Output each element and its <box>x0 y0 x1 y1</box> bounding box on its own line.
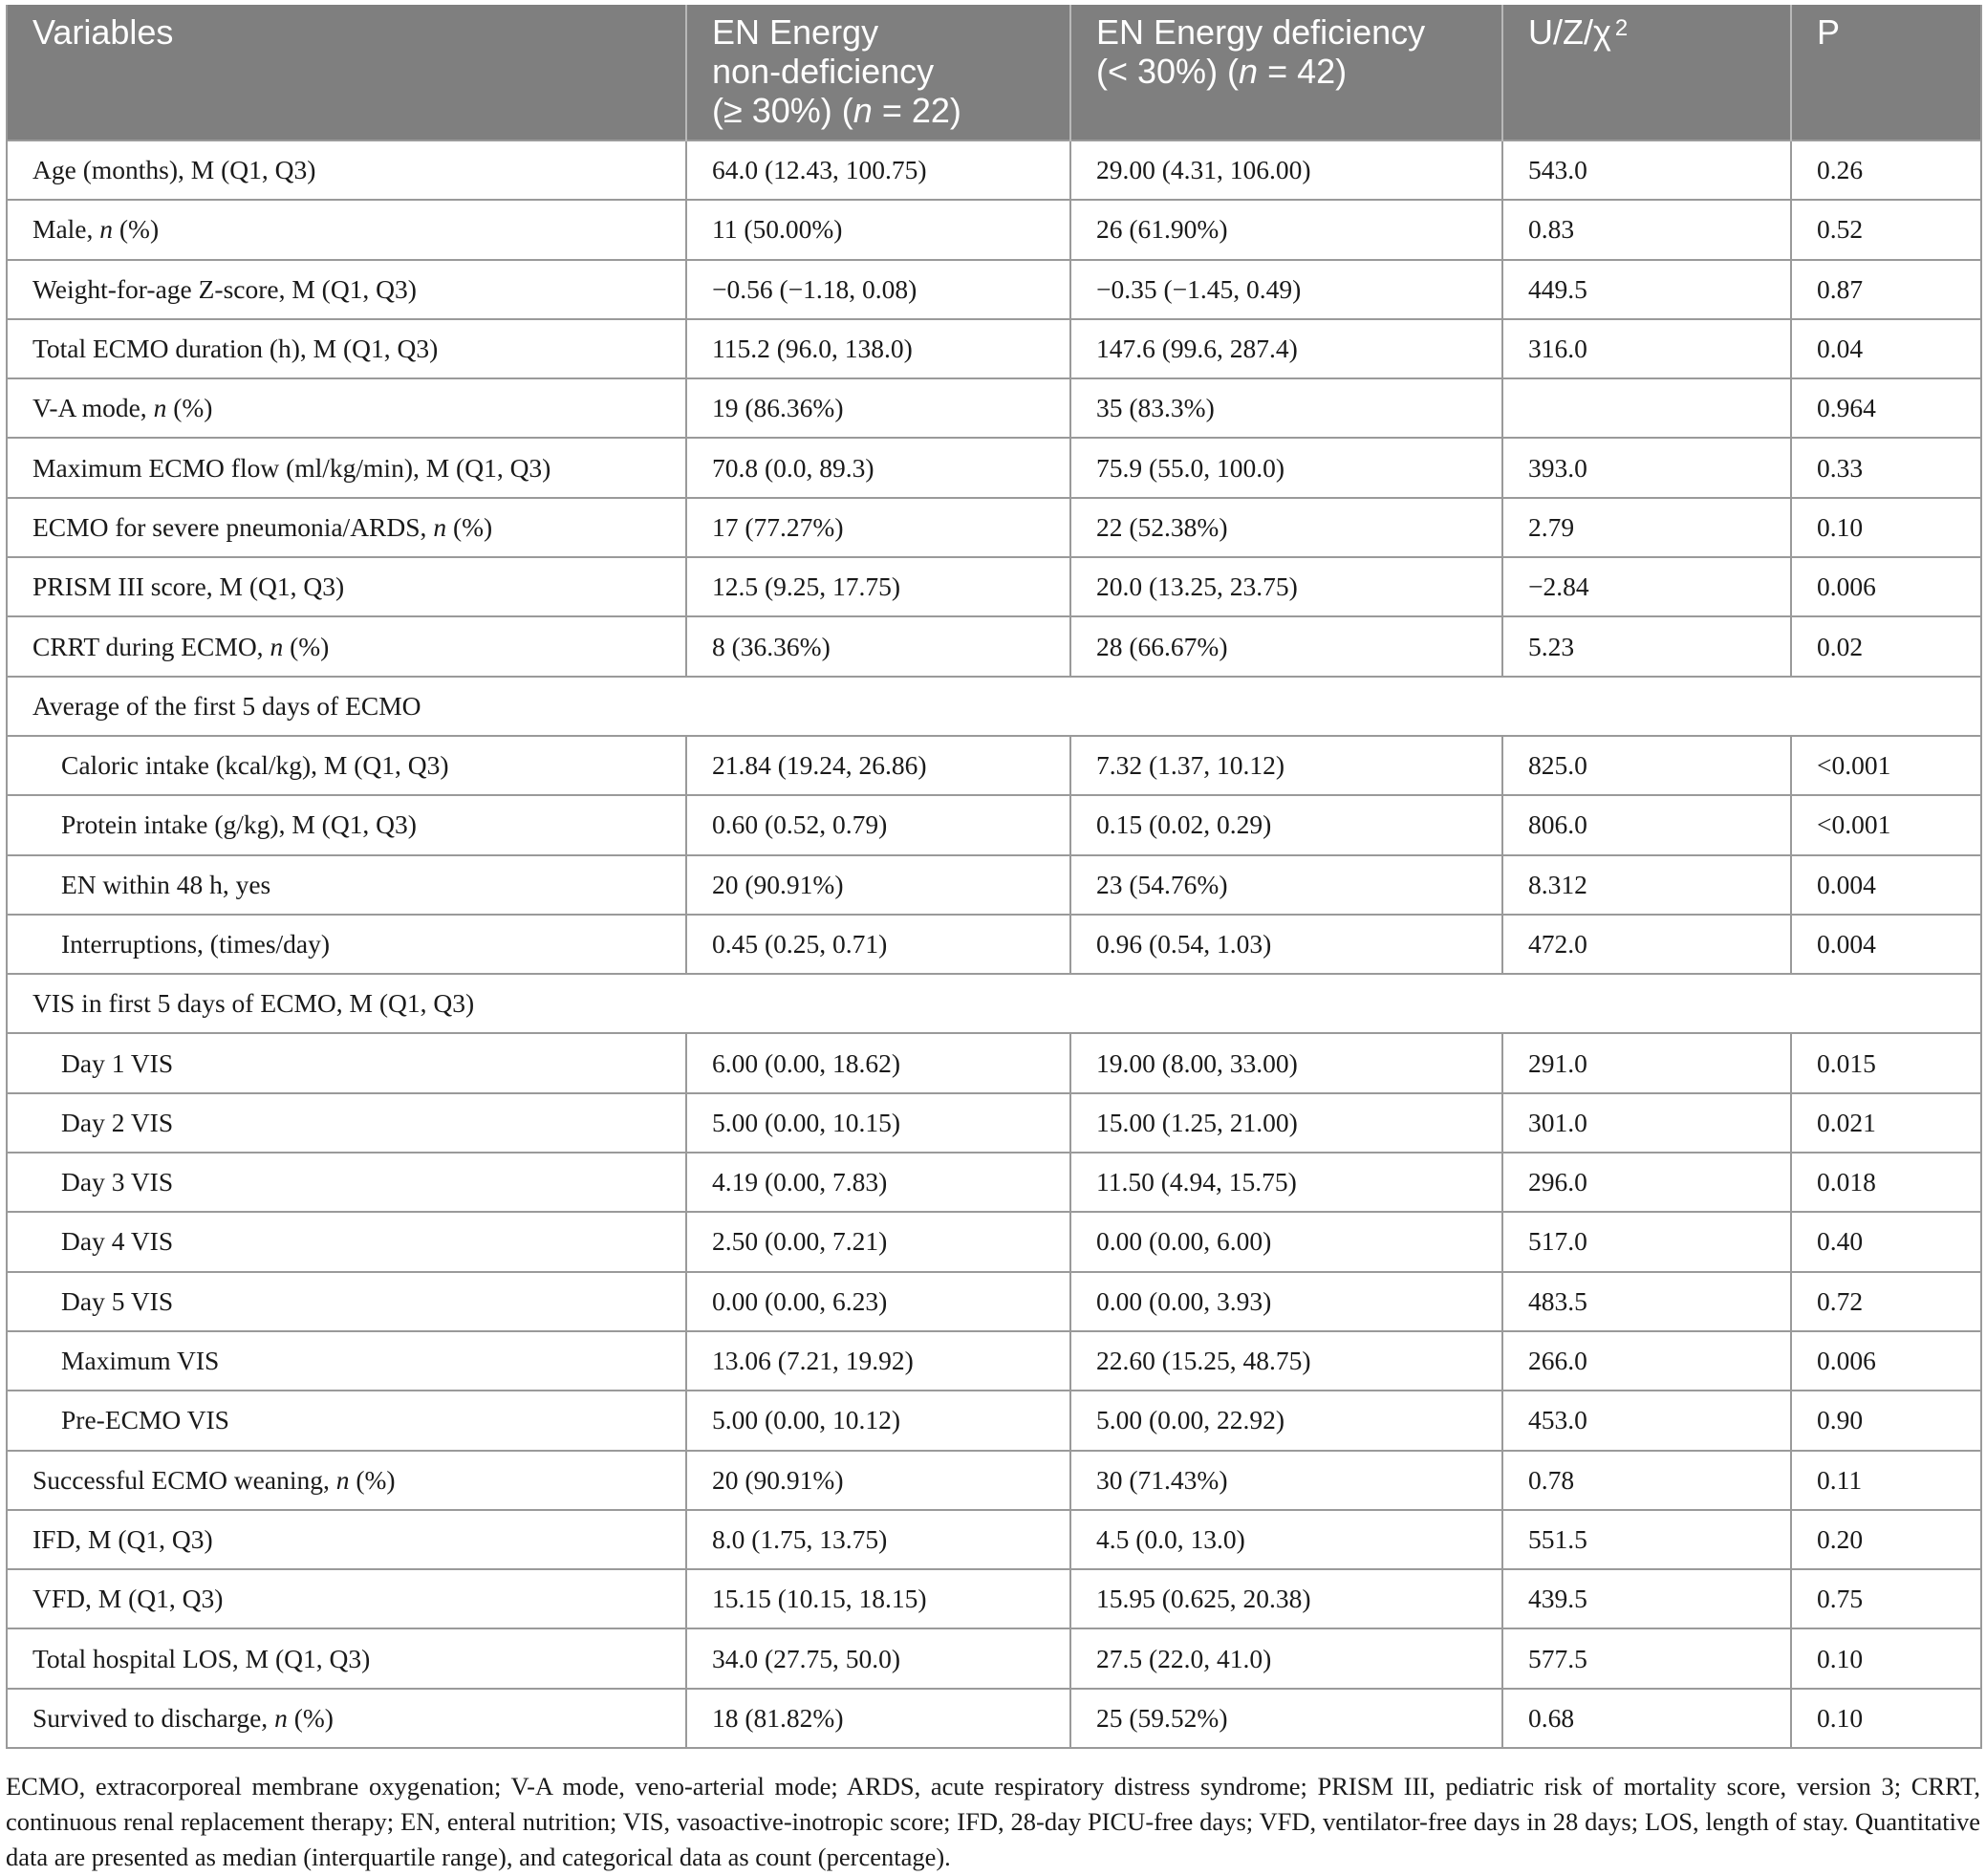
cell-non-deficiency: 21.84 (19.24, 26.86) <box>686 736 1070 795</box>
cell-statistic: 517.0 <box>1502 1212 1791 1271</box>
cell-non-deficiency: 19 (86.36%) <box>686 378 1070 438</box>
cell-p-value: 0.10 <box>1791 1689 1981 1748</box>
cell-p-value: 0.90 <box>1791 1391 1981 1450</box>
cell-variable: Day 5 VIS <box>7 1272 686 1331</box>
cell-deficiency: 15.00 (1.25, 21.00) <box>1070 1093 1502 1153</box>
header-p-value <box>1791 5 1981 140</box>
table-row <box>7 1153 1981 1212</box>
cell-deficiency: 75.9 (55.0, 100.0) <box>1070 438 1502 497</box>
cell-statistic: 393.0 <box>1502 438 1791 497</box>
cell-statistic: 543.0 <box>1502 140 1791 200</box>
cell-non-deficiency: 11 (50.00%) <box>686 200 1070 259</box>
table-row <box>7 1331 1981 1391</box>
header-non-deficiency-line1: EN Energy <box>712 12 879 52</box>
cell-p-value: 0.87 <box>1791 260 1981 319</box>
cell-non-deficiency: 20 (90.91%) <box>686 1451 1070 1510</box>
table-row <box>7 378 1981 438</box>
cell-statistic: 449.5 <box>1502 260 1791 319</box>
section-row <box>7 677 1981 736</box>
table-row <box>7 1628 1981 1688</box>
cell-non-deficiency: 34.0 (27.75, 50.0) <box>686 1628 1070 1688</box>
header-statistic <box>1502 5 1791 140</box>
cell-p-value: <0.001 <box>1791 795 1981 854</box>
cell-non-deficiency: 12.5 (9.25, 17.75) <box>686 557 1070 616</box>
cell-non-deficiency: 0.45 (0.25, 0.71) <box>686 915 1070 974</box>
cell-p-value: 0.021 <box>1791 1093 1981 1153</box>
cell-p-value: 0.20 <box>1791 1510 1981 1569</box>
cell-deficiency: 11.50 (4.94, 15.75) <box>1070 1153 1502 1212</box>
cell-deficiency: 15.95 (0.625, 20.38) <box>1070 1569 1502 1628</box>
cell-p-value: 0.10 <box>1791 1628 1981 1688</box>
cell-statistic: 316.0 <box>1502 319 1791 378</box>
variable-suffix: (%) <box>283 631 330 661</box>
cell-p-value: 0.75 <box>1791 1569 1981 1628</box>
table-row <box>7 200 1981 259</box>
cell-deficiency: 26 (61.90%) <box>1070 200 1502 259</box>
cell-variable <box>7 498 686 557</box>
cell-variable: Maximum ECMO flow (ml/kg/min), M (Q1, Q3) <box>7 438 686 497</box>
variable-n-italic: n <box>153 393 167 423</box>
cell-deficiency: 30 (71.43%) <box>1070 1451 1502 1510</box>
cell-variable <box>7 200 686 259</box>
header-variables-text: Variables <box>32 12 174 52</box>
cell-variable: Total ECMO duration (h), M (Q1, Q3) <box>7 319 686 378</box>
table-row <box>7 1093 1981 1153</box>
cell-deficiency: 7.32 (1.37, 10.12) <box>1070 736 1502 795</box>
cell-deficiency: 29.00 (4.31, 106.00) <box>1070 140 1502 200</box>
cell-statistic: 291.0 <box>1502 1033 1791 1092</box>
table-row <box>7 855 1981 915</box>
cell-p-value: 0.006 <box>1791 1331 1981 1391</box>
cell-non-deficiency: 0.60 (0.52, 0.79) <box>686 795 1070 854</box>
table-footnote: ECMO, extracorporeal membrane oxygenation; V-A mode, veno-arterial mode; ARDS, acute respiratory distress syndrome; PRISM III, pediatric risk of mortality score, version 3; CRRT, continuous renal replacement therapy; EN, enteral nutrition; VIS, vasoactive-inotropic score; IFD, 28-day PICU-free days; VFD, ventilator-free days in 28 days; LOS, length of stay. Quantitative data are presented as median (interquartile range), and categorical data as count (percentage). <box>6 1772 1980 1871</box>
cell-variable <box>7 378 686 438</box>
cell-statistic: 483.5 <box>1502 1272 1791 1331</box>
section-row <box>7 974 1981 1033</box>
cell-variable: Interruptions, (times/day) <box>7 915 686 974</box>
cell-statistic: 0.78 <box>1502 1451 1791 1510</box>
header-deficiency-n: n <box>1239 52 1259 91</box>
cell-non-deficiency: 18 (81.82%) <box>686 1689 1070 1748</box>
table-header <box>7 5 1981 140</box>
table-row <box>7 260 1981 319</box>
table-row <box>7 1569 1981 1628</box>
header-deficiency <box>1070 5 1502 140</box>
cell-deficiency: 22 (52.38%) <box>1070 498 1502 557</box>
cell-p-value: 0.004 <box>1791 855 1981 915</box>
variable-n-italic: n <box>270 631 284 661</box>
cell-statistic: −2.84 <box>1502 557 1791 616</box>
table-row <box>7 319 1981 378</box>
cell-statistic <box>1502 378 1791 438</box>
header-statistic-text: U/Z/χ <box>1528 12 1611 52</box>
cell-variable: Weight-for-age Z-score, M (Q1, Q3) <box>7 260 686 319</box>
cell-non-deficiency: 20 (90.91%) <box>686 855 1070 915</box>
cell-deficiency: 27.5 (22.0, 41.0) <box>1070 1628 1502 1688</box>
cell-statistic: 0.68 <box>1502 1689 1791 1748</box>
cell-variable <box>7 1451 686 1510</box>
cell-statistic: 551.5 <box>1502 1510 1791 1569</box>
header-variables <box>7 5 686 140</box>
cell-variable: Day 1 VIS <box>7 1033 686 1092</box>
cell-non-deficiency: 0.00 (0.00, 6.23) <box>686 1272 1070 1331</box>
cell-variable <box>7 1689 686 1748</box>
cell-deficiency: 20.0 (13.25, 23.75) <box>1070 557 1502 616</box>
cell-p-value: 0.40 <box>1791 1212 1981 1271</box>
cell-variable: VFD, M (Q1, Q3) <box>7 1569 686 1628</box>
header-statistic-superscript: 2 <box>1614 15 1629 41</box>
cell-non-deficiency: 13.06 (7.21, 19.92) <box>686 1331 1070 1391</box>
cell-variable: EN within 48 h, yes <box>7 855 686 915</box>
cell-statistic: 577.5 <box>1502 1628 1791 1688</box>
table-row <box>7 1033 1981 1092</box>
cell-non-deficiency: 70.8 (0.0, 89.3) <box>686 438 1070 497</box>
header-row <box>7 5 1981 140</box>
cell-non-deficiency: 5.00 (0.00, 10.15) <box>686 1093 1070 1153</box>
cell-p-value: 0.04 <box>1791 319 1981 378</box>
variable-suffix: (%) <box>349 1464 396 1495</box>
cell-statistic: 806.0 <box>1502 795 1791 854</box>
cell-statistic: 825.0 <box>1502 736 1791 795</box>
cell-deficiency: 4.5 (0.0, 13.0) <box>1070 1510 1502 1569</box>
cell-statistic: 8.312 <box>1502 855 1791 915</box>
table-row <box>7 140 1981 200</box>
table-row <box>7 557 1981 616</box>
cell-p-value: 0.964 <box>1791 378 1981 438</box>
cell-statistic: 439.5 <box>1502 1569 1791 1628</box>
cell-statistic: 296.0 <box>1502 1153 1791 1212</box>
cell-variable <box>7 616 686 676</box>
cell-non-deficiency: 17 (77.27%) <box>686 498 1070 557</box>
table-row <box>7 736 1981 795</box>
cell-p-value: <0.001 <box>1791 736 1981 795</box>
cell-p-value: 0.52 <box>1791 200 1981 259</box>
cell-p-value: 0.015 <box>1791 1033 1981 1092</box>
cell-non-deficiency: 8 (36.36%) <box>686 616 1070 676</box>
cell-deficiency: 0.15 (0.02, 0.29) <box>1070 795 1502 854</box>
table-row <box>7 498 1981 557</box>
cell-non-deficiency: −0.56 (−1.18, 0.08) <box>686 260 1070 319</box>
cell-non-deficiency: 64.0 (12.43, 100.75) <box>686 140 1070 200</box>
cell-statistic: 453.0 <box>1502 1391 1791 1450</box>
variable-text: CRRT during ECMO, <box>32 631 270 661</box>
header-non-deficiency-line3a: (≥ 30%) ( <box>712 91 853 130</box>
cell-deficiency: 35 (83.3%) <box>1070 378 1502 438</box>
cell-deficiency: 0.00 (0.00, 6.00) <box>1070 1212 1502 1271</box>
cell-deficiency: 25 (59.52%) <box>1070 1689 1502 1748</box>
cell-non-deficiency: 4.19 (0.00, 7.83) <box>686 1153 1070 1212</box>
variable-text: Successful ECMO weaning, <box>32 1464 336 1495</box>
table-row <box>7 915 1981 974</box>
cell-variable: Total hospital LOS, M (Q1, Q3) <box>7 1628 686 1688</box>
section-label: VIS in first 5 days of ECMO, M (Q1, Q3) <box>7 974 1981 1033</box>
table-row <box>7 1451 1981 1510</box>
cell-non-deficiency: 2.50 (0.00, 7.21) <box>686 1212 1070 1271</box>
table-row <box>7 1212 1981 1271</box>
variable-suffix: (%) <box>446 511 493 542</box>
header-non-deficiency-line2: non-deficiency <box>712 52 935 91</box>
cell-p-value: 0.33 <box>1791 438 1981 497</box>
cell-p-value: 0.10 <box>1791 498 1981 557</box>
cell-variable: Age (months), M (Q1, Q3) <box>7 140 686 200</box>
variable-suffix: (%) <box>113 214 160 245</box>
header-non-deficiency <box>686 5 1070 140</box>
variable-text: V-A mode, <box>32 393 154 423</box>
cell-deficiency: 22.60 (15.25, 48.75) <box>1070 1331 1502 1391</box>
cell-deficiency: 19.00 (8.00, 33.00) <box>1070 1033 1502 1092</box>
cell-variable: Maximum VIS <box>7 1331 686 1391</box>
cell-deficiency: 28 (66.67%) <box>1070 616 1502 676</box>
cell-statistic: 266.0 <box>1502 1331 1791 1391</box>
cell-deficiency: 0.00 (0.00, 3.93) <box>1070 1272 1502 1331</box>
cell-p-value: 0.11 <box>1791 1451 1981 1510</box>
table-row <box>7 616 1981 676</box>
header-deficiency-line1: EN Energy deficiency <box>1096 12 1426 52</box>
table-row <box>7 1689 1981 1748</box>
cell-p-value: 0.72 <box>1791 1272 1981 1331</box>
cell-statistic: 472.0 <box>1502 915 1791 974</box>
cell-statistic: 301.0 <box>1502 1093 1791 1153</box>
cell-variable: Protein intake (g/kg), M (Q1, Q3) <box>7 795 686 854</box>
data-table-container <box>6 5 1980 1749</box>
comparison-table <box>6 5 1982 1749</box>
cell-variable: Day 3 VIS <box>7 1153 686 1212</box>
cell-p-value: 0.26 <box>1791 140 1981 200</box>
cell-variable: Day 4 VIS <box>7 1212 686 1271</box>
header-deficiency-line2a: (< 30%) ( <box>1096 52 1240 91</box>
variable-n-italic: n <box>433 511 447 542</box>
cell-non-deficiency: 8.0 (1.75, 13.75) <box>686 1510 1070 1569</box>
header-p-value-text: P <box>1817 12 1841 52</box>
cell-statistic: 0.83 <box>1502 200 1791 259</box>
variable-suffix: (%) <box>166 393 213 423</box>
cell-non-deficiency: 5.00 (0.00, 10.12) <box>686 1391 1070 1450</box>
cell-non-deficiency: 115.2 (96.0, 138.0) <box>686 319 1070 378</box>
cell-variable: Day 2 VIS <box>7 1093 686 1153</box>
cell-p-value: 0.006 <box>1791 557 1981 616</box>
cell-p-value: 0.018 <box>1791 1153 1981 1212</box>
variable-text: ECMO for severe pneumonia/ARDS, <box>32 511 434 542</box>
header-non-deficiency-n: n <box>853 91 873 130</box>
cell-deficiency: 23 (54.76%) <box>1070 855 1502 915</box>
cell-statistic: 5.23 <box>1502 616 1791 676</box>
variable-text: Survived to discharge, <box>32 1702 275 1733</box>
cell-variable: PRISM III score, M (Q1, Q3) <box>7 557 686 616</box>
variable-n-italic: n <box>335 1464 350 1495</box>
section-label: Average of the first 5 days of ECMO <box>7 677 1981 736</box>
cell-variable: Pre-ECMO VIS <box>7 1391 686 1450</box>
cell-statistic: 2.79 <box>1502 498 1791 557</box>
variable-n-italic: n <box>274 1702 288 1733</box>
cell-p-value: 0.004 <box>1791 915 1981 974</box>
cell-deficiency: 5.00 (0.00, 22.92) <box>1070 1391 1502 1450</box>
table-row <box>7 1272 1981 1331</box>
table-row <box>7 1391 1981 1450</box>
cell-variable: IFD, M (Q1, Q3) <box>7 1510 686 1569</box>
table-row <box>7 1510 1981 1569</box>
header-deficiency-line2b: = 42) <box>1258 52 1348 91</box>
cell-non-deficiency: 15.15 (10.15, 18.15) <box>686 1569 1070 1628</box>
cell-deficiency: −0.35 (−1.45, 0.49) <box>1070 260 1502 319</box>
cell-deficiency: 147.6 (99.6, 287.4) <box>1070 319 1502 378</box>
header-non-deficiency-line3b: = 22) <box>872 91 961 130</box>
table-row <box>7 795 1981 854</box>
variable-n-italic: n <box>99 214 114 245</box>
variable-suffix: (%) <box>287 1702 334 1733</box>
cell-deficiency: 0.96 (0.54, 1.03) <box>1070 915 1502 974</box>
cell-variable: Caloric intake (kcal/kg), M (Q1, Q3) <box>7 736 686 795</box>
cell-non-deficiency: 6.00 (0.00, 18.62) <box>686 1033 1070 1092</box>
variable-text: Male, <box>32 214 100 245</box>
table-row <box>7 438 1981 497</box>
table-body <box>7 140 1981 1748</box>
cell-p-value: 0.02 <box>1791 616 1981 676</box>
